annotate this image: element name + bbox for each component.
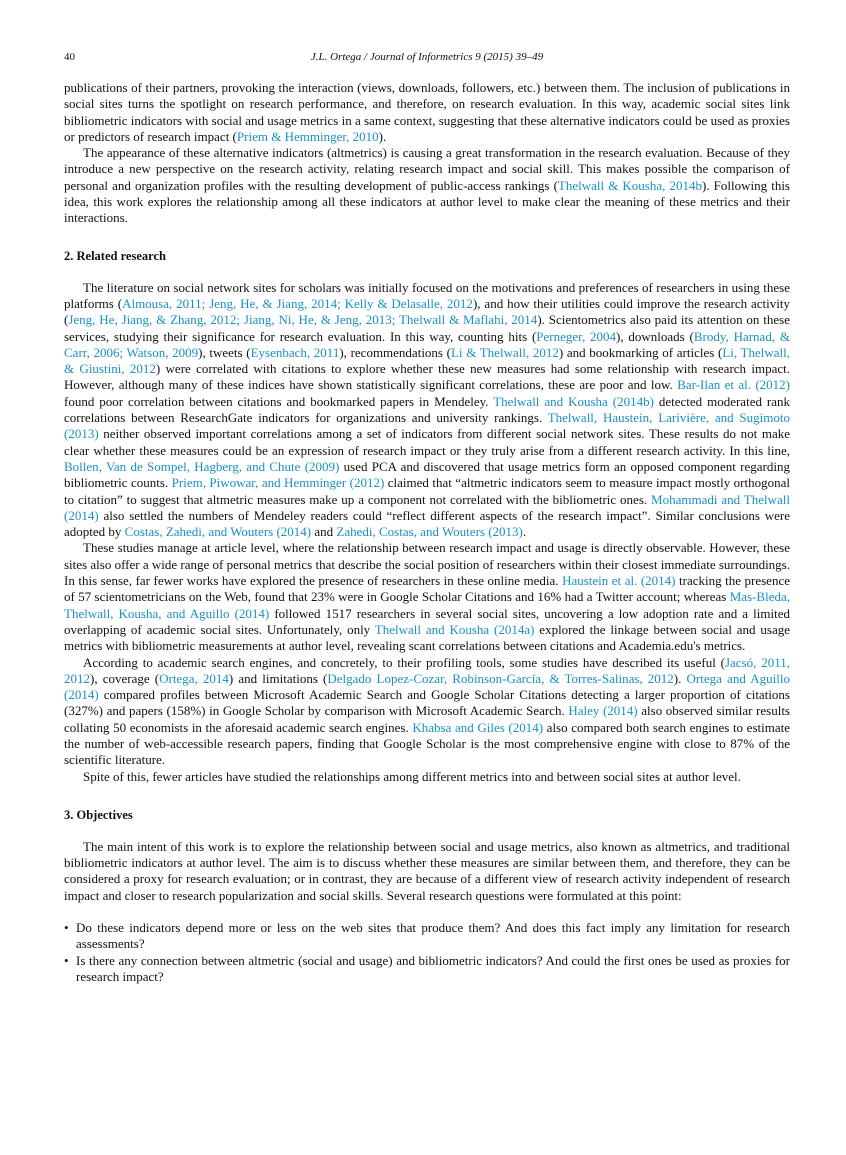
research-question-item	[64, 920, 790, 953]
text-run: ). Scientometrics also paid its attention on these services, studying their significance for research evaluation. In this way, counting hits (	[64, 312, 791, 344]
text-run: neither observed important correlations among a set of indicators from different social network sites. These results do not make clear whether these measures could be an expression of research impact or they truly arise from a different research activity. In this line,	[64, 426, 790, 458]
paragraph	[64, 769, 790, 785]
text-run: claimed that “altmetric indicators seem to measure impact mostly orthogonal to citation” to suggest that altmetric measures make up a component not correlated with the bibliometric ones.	[64, 475, 790, 507]
bullet-icon: •	[64, 920, 69, 936]
citation-link[interactable]: Haley (2014)	[568, 703, 638, 719]
citation-link[interactable]: Priem, Piwowar, and Hemminger (2012)	[171, 475, 385, 491]
citation-link[interactable]: Delgado Lopez-Cozar, Robinson-García, & Torres-Salinas, 2012	[327, 670, 674, 686]
text-run: also compared both search engines to estimate the number of web-accessible research papers, finding that Google Scholar is the most comprehensive engine with close to 87% of the scientific literature.	[64, 719, 790, 768]
text-run: ) and limitations (	[228, 670, 328, 686]
citation-link[interactable]: Thelwall and Kousha (2014a)	[374, 621, 535, 637]
citation-link[interactable]: Thelwall and Kousha (2014b)	[493, 393, 654, 409]
citation-link[interactable]: Priem & Hemminger, 2010	[236, 128, 379, 144]
citation-link[interactable]: Li, Thelwall, & Giustini, 2012	[64, 344, 790, 377]
text-run: ), coverage (	[90, 670, 160, 686]
text-run: found poor correlation between citations and bookmarked papers in Mendeley.	[64, 393, 494, 409]
citation-link[interactable]: Khabsa and Giles (2014)	[412, 719, 544, 735]
citation-link[interactable]: Mohammadi and Thelwall (2014)	[64, 491, 790, 523]
research-question-item	[64, 953, 790, 986]
text-run: explored the linkage between social and usage metrics with bibliometric measurements at author level, revealing scant correlations between citations and Academia.edu's metrics.	[64, 621, 790, 654]
text-run: The appearance of these alternative indicators (altmetrics) is causing a great transformation in the research evaluation. Because of they introduce a new perspective on the research activity, relating research impact and social skill. This makes possible the comparison of personal and organization profiles with the resulting development of public-access rankings (	[64, 145, 790, 193]
citation-link[interactable]: Thelwall, Haustein, Larivière, and Sugimoto (2013)	[64, 410, 791, 442]
text-run: The literature on social network sites for scholars was initially focused on the motivations and preferences of researchers in using these platforms (	[64, 279, 790, 311]
text-run: These studies manage at article level, where the relationship between research impact and usage is directly observable. However, these sites also offer a wide range of personal metrics that describe the social position of researchers within their closest immediate surroundings. In this sense, far fewer works have explored the presence of researchers in these online media.	[64, 540, 790, 589]
text-run: ), tweets (	[198, 344, 251, 360]
citation-link[interactable]: Brody, Harnad, & Carr, 2006; Watson, 2009	[64, 328, 790, 360]
text-run: detected moderated rank correlations between ResearchGate indicators for organizations and university rankings.	[64, 393, 791, 426]
citation-link[interactable]: Haustein et al. (2014)	[562, 573, 676, 589]
text-run: According to academic search engines, and concretely, to their profiling tools, some studies have described its useful (	[83, 654, 725, 670]
research-question-text: Do these indicators depend more or less on the web sites that produce them? And does this fact imply any limitation for research assessments?	[76, 920, 790, 952]
text-run: ).	[673, 670, 687, 686]
citation-link[interactable]: Mas-Bleda, Thelwall, Kousha, and Aguillo (2014)	[64, 589, 790, 621]
citation-link[interactable]: Jacsó, 2011, 2012	[64, 654, 790, 686]
citation-link[interactable]: Thelwall & Kousha, 2014b	[557, 177, 702, 193]
research-question-text: Is there any connection between altmetric (social and usage) and bibliometric indicators? And could the first ones be used as proxies for research impact?	[76, 952, 790, 984]
text-run: ).	[378, 128, 387, 144]
citation-link[interactable]: Ortega, 2014	[159, 670, 229, 686]
running-header	[64, 51, 790, 65]
text-run: ) were correlated with citations to explore whether these new measures had some relationship with research impact. However, although many of these indices have shown statistically significant correlations, these are poor and low.	[64, 361, 790, 393]
paragraph	[64, 540, 790, 654]
paragraph	[64, 80, 790, 145]
bullet-icon: •	[64, 952, 69, 968]
section-heading-related-research: 2. Related research	[64, 248, 166, 263]
text-run: tracking the presence of 57 scientometricians on the Web, found that 23% were in Google Scholar Citations and 16% had a Twitter account; whereas	[64, 573, 790, 605]
paragraph	[64, 655, 790, 769]
citation-link[interactable]: Perneger, 2004	[536, 328, 617, 344]
citation-link[interactable]: Bar-Ilan et al. (2012)	[677, 377, 790, 393]
text-run: ), recommendations (	[339, 344, 451, 360]
citation-link[interactable]: Eysenbach, 2011	[250, 344, 340, 360]
citation-link[interactable]: Almousa, 2011; Jeng, He, & Jiang, 2014; Kelly & Delasalle, 2012	[122, 295, 473, 311]
text-run: also observed similar results collating 50 economists in the aforesaid academic search engines.	[64, 703, 790, 735]
text-run: ), downloads (	[616, 328, 694, 344]
citation-link[interactable]: Zahedi, Costas, and Wouters (2013)	[336, 524, 523, 540]
text-run: and	[311, 524, 337, 540]
article-body	[64, 80, 790, 985]
objectives-section	[64, 839, 790, 904]
text-run: followed 1517 researchers in several social sites, uncovering a low adoption rate and a limited overlapping of academic social sites. Unfortunately, only	[64, 605, 790, 637]
text-run: publications of their partners, provoking the interaction (views, downloads, followers, etc.) between them. The inclusion of publications in social sites turns the spotlight on research performance, and therefore, on research evaluation. In this way, academic social sites link bibliometric indicators with social and usage metrics in a same context, suggesting that these alternative indicators could be used as proxies or predictors of research impact (	[64, 80, 790, 144]
citation-link[interactable]: Ortega and Aguillo (2014)	[64, 670, 790, 703]
journal-citation: J.L. Ortega / Journal of Informetrics 9 (2015) 39–49	[310, 51, 544, 63]
page-number: 40	[64, 51, 75, 63]
intro-section	[64, 80, 790, 227]
text-run: Spite of this, fewer articles have studied the relationships among different metrics into and between social sites at author level.	[83, 768, 741, 784]
text-run: also settled the numbers of Mendeley readers could “reflect different aspects of the research impact”. Similar conclusions were adopted by	[64, 507, 790, 540]
section-heading-objectives: 3. Objectives	[64, 807, 133, 822]
citation-link[interactable]: Jeng, He, Jiang, & Zhang, 2012; Jiang, Ni, He, & Jeng, 2013; Thelwall & Maflahi, 2014	[68, 312, 538, 328]
text-run: used PCA and discovered that usage metrics form an opposed component regarding bibliometric counts.	[64, 458, 790, 491]
text-run: ) and bookmarking of articles (	[558, 344, 723, 360]
research-questions-list	[64, 920, 790, 985]
text-run: compared profiles between Microsoft Academic Search and Google Scholar Citations detecting a larger proportion of citations (327%) and papers (158%) in Google Scholar by comparison with Microsoft Academic Search.	[64, 687, 790, 719]
paragraph	[64, 839, 790, 904]
citation-link[interactable]: Li & Thelwall, 2012	[450, 344, 559, 360]
text-run: The main intent of this work is to explore the relationship between social and usage metrics, also known as altmetrics, and traditional bibliometric indicators at author level. The aim is to discuss whether these measures are similar between them, and therefore, they can be considered a proxy for research evaluation; or in contrast, they are because of a different view of research activity independent of research impact and closer to research popularization and social skills. Several research questions were formulated at this point:	[64, 838, 790, 903]
text-run: .	[522, 524, 527, 540]
citation-link[interactable]: Costas, Zahedi, and Wouters (2014)	[124, 524, 312, 540]
citation-link[interactable]: Bollen, Van de Sompel, Hagberg, and Chute (2009)	[64, 458, 340, 474]
paragraph	[64, 145, 790, 226]
paragraph	[64, 280, 790, 541]
text-run: ). Following this idea, this work explores the relationship among all these indicators at author level to make clear the meaning of these metrics and their interactions.	[64, 177, 790, 226]
text-run: ), and how their utilities could improve the research activity (	[64, 295, 790, 328]
related-research-section	[64, 280, 790, 785]
